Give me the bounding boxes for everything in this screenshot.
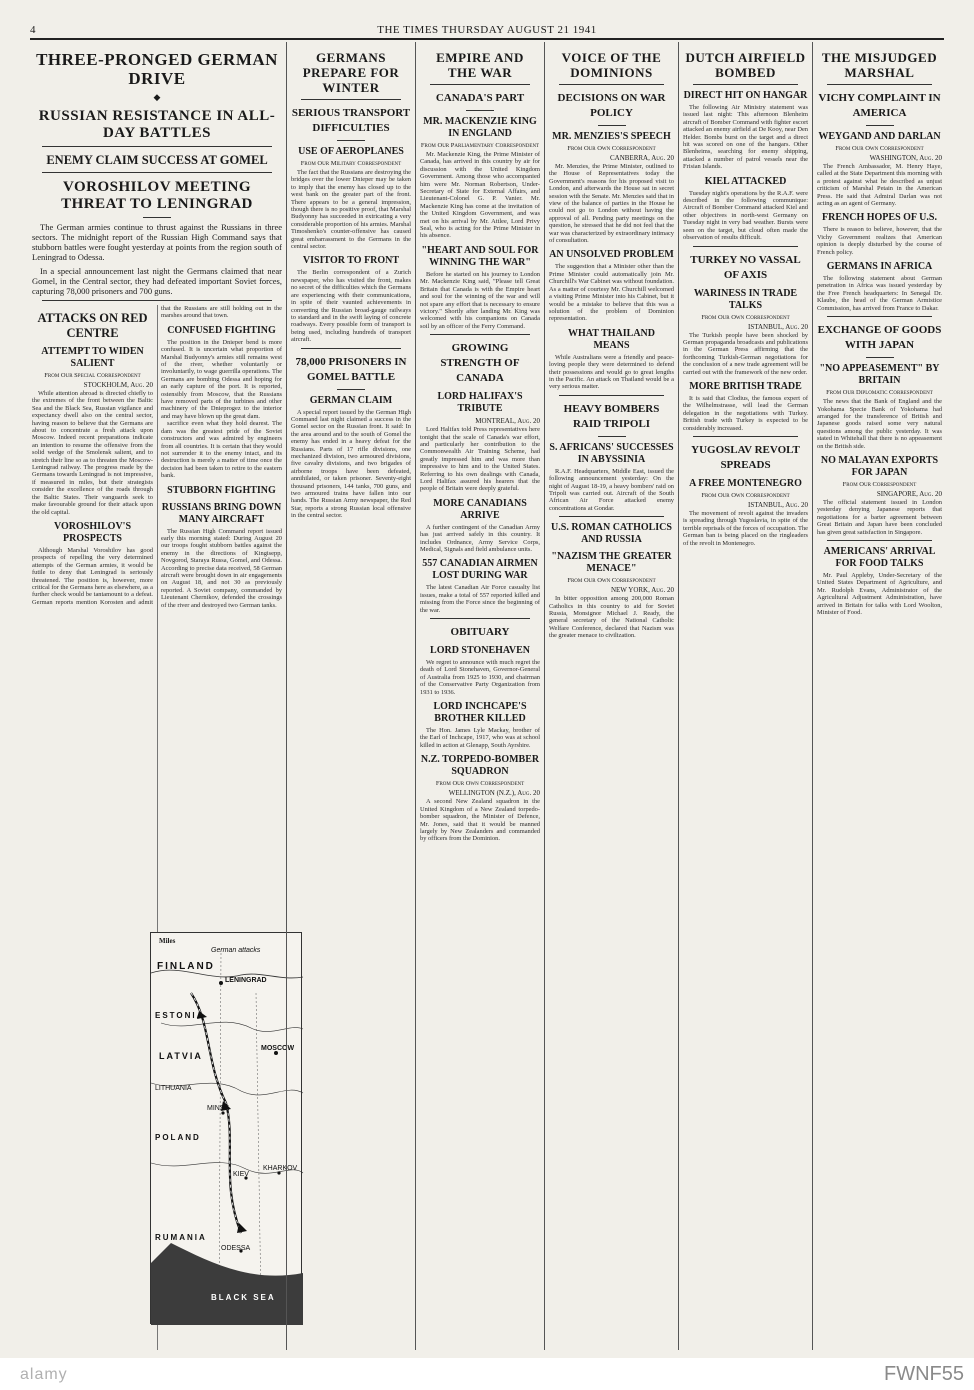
headline: VICHY COMPLAINT IN AMERICA xyxy=(818,92,941,119)
byline: From Our Own Correspondent xyxy=(701,313,790,321)
body-text: Although Marshal Voroshilov has good prospects of repelling the very determined attempts of the German armies, it would be futile to deny that Leningrad is seriously threatened. The position is, however, more critical for the Germans here as elsewhere, as a further check would be tantamount to a defeat. German reports mention Korosten and admit that the Russians are still holding out in the marshes around that town. xyxy=(32,305,282,606)
subheading: "HEART AND SOUL FOR WINNING THE WAR" xyxy=(421,244,539,268)
byline: From Our Own Correspondent xyxy=(567,145,656,152)
dateline: ISTANBUL, Aug. 20 xyxy=(748,500,808,509)
headline: HEAVY BOMBERS RAID TRIPOLI xyxy=(563,402,660,430)
divider xyxy=(143,217,171,218)
divider xyxy=(559,516,664,517)
subheading: WEYGAND AND DARLAN xyxy=(818,131,941,142)
ornament-icon: ◆ xyxy=(153,92,161,102)
body-text: Before he started on his journey to London Mr. Mackenzie King said, "Please tell Great Britain that Canada is with the Empire heart and soul for the winning of the war and will not spare any effort that is necessary to ensure victory." Shortly after landing Mr. King was welcomed with his companions on Canada soil by an officer of the Ferry Command. xyxy=(420,270,540,330)
dateline: NEW YORK, Aug. 20 xyxy=(610,586,674,595)
map-label: LITHUANIA xyxy=(155,1085,192,1092)
subheading: FRENCH HOPES OF U.S. xyxy=(822,212,937,224)
body-text: The movement of revolt against the invaders is spreading through Yugoslavia, in spite of the terrible reprisals of the forces of occupation. The German ban is being placed on the ringleaders of the revolt in Montenegro. xyxy=(683,509,808,547)
body-text: Mr. Paul Appleby, Under-Secretary of the United States Department of Agriculture, and Mr. Rudolph Evans, Administrator of the Agricultural Adjustment Administration, have arrived in Britain for talks with Lord Woolton, Minister of Food. xyxy=(817,571,942,616)
map-label: MOSCOW xyxy=(261,1045,295,1052)
divider xyxy=(301,348,401,349)
subheading: USE OF AEROPLANES xyxy=(298,146,404,157)
watermark-bar xyxy=(0,1358,974,1390)
subheading: STUBBORN FIGHTING xyxy=(167,484,276,496)
body-text: We regret to announce with much regret the death of Lord Stonehaven, Governor-General of Australia from 1925 to 1930, and chairman of the Conservative Party Organization from 1931 to 1936. xyxy=(420,659,540,696)
headline: DUTCH AIRFIELD BOMBED xyxy=(685,50,806,80)
column-germans-winter xyxy=(286,42,415,1350)
subheading: VOROSHILOV'S PROSPECTS xyxy=(53,520,132,544)
divider xyxy=(301,99,401,100)
headline: YUGOSLAV REVOLT SPREADS xyxy=(691,443,800,471)
dateline: SINGAPORE, Aug. 20 xyxy=(876,489,942,498)
body-text: The French Ambassador, M. Henry Haye, called at the State Department this morning with a protest against what he described as unjust criticism of Marshal Petain in the American Press. He said that Admiral Darlan was not acting as an agent of Germany. xyxy=(817,163,942,208)
body-text: The following statement about German penetration in Africa was issued yesterday by the Free French headquarters: In Senegal Dr. Klaube, the head of the German Armistice Commission, has arrived from France to Dakar. xyxy=(817,275,942,312)
subheading: AMERICANS' ARRIVAL FOR FOOD TALKS xyxy=(823,545,936,569)
dateline: CANBERRA, Aug. 20 xyxy=(609,154,674,162)
headline: RUSSIAN RESISTANCE IN ALL-DAY BATTLES xyxy=(38,108,276,141)
headline: 78,000 PRISONERS IN GOMEL BATTLE xyxy=(295,355,407,383)
headline: GERMANS PREPARE FOR WINTER xyxy=(302,50,400,95)
headline: THREE-PRONGED GERMAN DRIVE xyxy=(36,50,278,88)
map-legend: German attacks xyxy=(211,947,261,954)
dateline: WASHINGTON, Aug. 20 xyxy=(869,154,942,162)
subheading: CONFUSED FIGHTING xyxy=(167,324,276,336)
body-text: The suggestion that a Minister other than the Prime Minister could automatically join Mr. Churchill's War Cabinet was without foundation. As a matter of courtesy Mr. Churchill welcomed a visiting Prime Minister into his Cabinet, but it would be a mistake to believe that this was a solution of the problem of Dominion representation. xyxy=(549,263,674,323)
divider xyxy=(42,300,272,301)
divider xyxy=(559,395,664,396)
body-text: sacrifice even what they hold dearest. The dam was the greatest pride of the Soviet constructors and was admired by engineers from all countries. It is certain that they would not surrender it to the enemy intact, and its destruction is merely a matter of time once the decision had been taken to retire to the eastern bank. xyxy=(161,420,282,480)
divider xyxy=(42,172,272,173)
map-label: POLAND xyxy=(155,1133,201,1142)
subheading: U.S. ROMAN CATHOLICS AND RUSSIA xyxy=(551,522,672,546)
subheading: KIEL ATTACKED xyxy=(704,175,787,187)
body-text: A second New Zealand squadron in the United Kingdom of a New Zealand torpedo-bomber squadron, the Minister of Defence, Mr. Jones, said that it would be manned largely by New Zealanders and commanded by officers from the Dominion. xyxy=(420,798,540,843)
subheading: N.Z. TORPEDO-BOMBER SQUADRON xyxy=(420,754,540,778)
headline: VOICE OF THE DOMINIONS xyxy=(561,50,662,80)
divider xyxy=(430,618,530,619)
byline: From Our Special Correspondent xyxy=(44,372,141,379)
headline: GROWING STRENGTH OF CANADA xyxy=(440,342,520,385)
divider xyxy=(827,84,932,85)
column-misjudged-marshal xyxy=(812,42,946,1350)
divider xyxy=(559,84,664,85)
subheading: LORD INCHCAPE'S BROTHER KILLED xyxy=(433,701,527,725)
subheading: A FREE MONTENEGRO xyxy=(689,477,802,489)
map-label: BLACK SEA xyxy=(211,1293,276,1302)
lead-paragraph: In a special announcement last night the Germans claimed that near Gomel, in the Central sector, they had defeated important Soviet forces, capturing 78,000 prisoners and 700 guns. xyxy=(32,266,282,296)
subheading: "NAZISM THE GREATER MENACE" xyxy=(551,551,672,575)
lead-paragraph: The German armies continue to thrust against the Russians in three sectors. The midnight report of the Russian High Command says that stubborn battles were fought yesterday at points from the region south of Leningrad to Odessa. xyxy=(32,222,282,262)
eastern-front-map xyxy=(150,932,302,1324)
byline: From Our Own Correspondent xyxy=(701,491,790,499)
subheading: WHAT THAILAND MEANS xyxy=(568,327,655,351)
body-text: The latest Canadian Air Force casualty list issues, make a total of 557 reported killed and missing from the Force since the beginning of the war. xyxy=(420,584,540,614)
headline: DECISIONS ON WAR POLICY xyxy=(557,92,666,119)
subheading: S. AFRICANS' SUCCESSES IN ABYSSINIA xyxy=(549,441,674,465)
headline: OBITUARY xyxy=(450,626,510,639)
subheading: DIRECT HIT ON HANGAR xyxy=(683,90,808,101)
body-text: The news that the Bank of England and the Yokohama Specie Bank of Yokohama had arranged for the transference of British and Japanese goods raised some very natural questions among the public yesterday. It was stated in Whitehall that there is no appeasement on the British side. xyxy=(817,398,942,450)
divider xyxy=(337,140,365,141)
subheading: "NO APPEASEMENT" BY BRITAIN xyxy=(819,363,940,387)
body-text: There is reason to believe, however, that the Vichy Government realizes that American opinion is deeply disturbed by the course of French policy. xyxy=(817,226,942,256)
body-text: A special report issued by the German High Command last night claimed a success in the Gomel sector on the Russian front. It said: In the area around and to the south of Gomel the enemy has ended in a heavy defeat for the Russians. Parts of 17 rifle divisions, one mechanized division, two armoured divisions, five cavalry divisions, and two brigades of airborne troops have been defeated, annihilated, or taken prisoner. Seventy-eight thousand prisoners, 144 tanks, 700 guns, and two armoured trains have fallen into our hands. The Russian Army newspaper, the Red Star, reports a strong Russian local offensive in the central sector. xyxy=(291,408,411,520)
map-scale-label: Miles xyxy=(159,937,176,945)
column-dutch-airfield xyxy=(678,42,812,1350)
body-text: The position in the Dnieper bend is more confused. It is uncertain what proportion of Marshal Budyonny's armies still remains west of the river, whether voluntarily or involuntarily, to wage guerrilla operations. The Germans are bombing Odessa and hoping for an early capture of the port. It is reported, ostensibly from Moscow, that the Russians have removed parts of the turbines and other machinery of the Dnieprogez to the interior and may have blown up the great dam. xyxy=(161,338,282,420)
watermark-logo: alamy xyxy=(20,1366,68,1383)
byline: From Our Correspondent xyxy=(842,480,917,488)
body-text: The fact that the Russians are destroying the bridges over the lower Dnieper may be taken to imply that the enemy has closed up to the west bank on the greater part of the front. There appears to be a general impression, though there is no positive proof, that Marshal Budyonny has succeeded in extricating a very considerable proportion of his armies. Marshal Timoshenko's counter-offensive has caused great embarrassment to the Germans in the central sector. xyxy=(291,169,411,251)
column-dominions xyxy=(544,42,678,1350)
body-text: Mr. Mackenzie King, the Prime Minister of Canada, has arrived in this country by air for discussion with the United Kingdom Government. Among those who accompanied him were Mr. Norman Robertson, Under-Secretary of State for External Affairs, and Lieutenant-Colonel G. P. Vanier. Mr. Mackenzie King has come at the invitation of the United Kingdom Government, and was met on his arrival by Mr. Attlee, Lord Privy Seal, who is acting for the Prime Minister in his absence. xyxy=(420,151,540,240)
headline: ENEMY CLAIM SUCCESS AT GOMEL xyxy=(46,153,268,167)
subheading: WARINESS IN TRADE TALKS xyxy=(693,287,798,311)
masthead: THE TIMES THURSDAY AUGUST 21 1941 xyxy=(377,24,597,36)
divider xyxy=(693,84,798,85)
subheading: VISITOR TO FRONT xyxy=(302,255,400,267)
divider xyxy=(693,436,798,437)
byline: From Our Parliamentary Correspondent xyxy=(420,142,540,149)
headline: TURKEY NO VASSAL OF AXIS xyxy=(690,253,801,281)
dateline: STOCKHOLM, Aug. 20 xyxy=(83,381,153,389)
body-text: The Hon. James Lyle Mackay, brother of the Earl of Inchcape, 1917, who was at school killed in action at Glenapp, South Ayrshire. xyxy=(420,727,540,749)
headline: SERIOUS TRANSPORT DIFFICULTIES xyxy=(291,107,411,134)
byline: From Our Own Correspondent xyxy=(435,780,525,788)
subheading: NO MALAYAN EXPORTS FOR JAPAN xyxy=(820,454,939,478)
body-text: The official statement issued in London yesterday denying Japanese reports that negotiations for a barter agreement between Great Britain and Japan have been concluded has given great satisfaction in Singapore. xyxy=(817,498,942,536)
divider xyxy=(598,436,626,437)
column-empire-war xyxy=(415,42,544,1350)
subheading: LORD STONEHAVEN xyxy=(430,645,530,657)
body-text: Mr. Menzies, the Prime Minister, outlined to the House of Representatives today the Government's reasons for his proposed visit to London, and afterwards the House sat in secret session with the Senate. Mr. Menzies said that in view of the balance of parties in the House he could not go to London without having the approval of all. Pending party meetings on the question, he stressed that he did not feel that the war was characterized by extraordinary intimacy of consultation. xyxy=(549,163,674,245)
subheading: RUSSIANS BRING DOWN MANY AIRCRAFT xyxy=(161,501,282,525)
subheading: MORE CANADIANS ARRIVE xyxy=(433,497,527,521)
dateline: MONTREAL, Aug. 20 xyxy=(475,417,540,426)
subheading: MR. MACKENZIE KING IN ENGLAND xyxy=(423,116,537,139)
subheading: AN UNSOLVED PROBLEM xyxy=(549,249,674,261)
divider xyxy=(827,316,932,317)
subheading: MR. MENZIES'S SPEECH xyxy=(552,131,671,142)
divider xyxy=(337,389,365,390)
column-russian-front xyxy=(28,42,298,1350)
page-number: 4 xyxy=(30,24,36,36)
body-text: While Australians were a friendly and peace-loving people they were determined to defend their possessions and would go to great lengths in the Pacific. An attack on Thailand would be a very serious matter. xyxy=(549,353,674,391)
byline: From Our Military Correspondent xyxy=(300,160,402,167)
divider xyxy=(693,246,798,247)
subheading: ATTEMPT TO WIDEN SALIENT xyxy=(41,346,144,369)
divider xyxy=(866,357,894,358)
headline: THE MISJUDGED MARSHAL xyxy=(821,50,938,80)
map-label: ESTONIA xyxy=(155,1011,205,1020)
map-label: RUMANIA xyxy=(155,1233,207,1242)
subheading: MORE BRITISH TRADE xyxy=(689,380,802,392)
running-head xyxy=(30,22,944,40)
map-label: KHARKOV xyxy=(263,1165,298,1172)
headline: EXCHANGE OF GOODS WITH JAPAN xyxy=(817,324,942,352)
map-label: KIEV xyxy=(233,1171,249,1178)
map-label: FINLAND xyxy=(157,961,215,972)
dateline: WELLINGTON (N.Z.), Aug. 20 xyxy=(448,789,540,798)
body-text: It is said that Clodius, the famous expert of the Wilhelmstrasse, will lead the German delegation in the negotiations with Turkey. British trade with Turkey is expected to be considerably increased. xyxy=(683,394,808,432)
divider xyxy=(827,540,932,541)
body-text: The Russian High Command report issued early this morning stated: During August 20 our troops fought stubborn battles against the enemy in the directions of Kingisepp, Novgorod, Staraya Russa, Gomel, and Odessa. According to precise data received, 58 German aircraft were brought down in air engagements on August 18, and not 30 as previously reported. A Soviet company, commanded by Lieutenant Chernikov, defended the crossings of the river and destroyed two German tanks. xyxy=(161,527,282,609)
map-graphic xyxy=(151,933,303,1325)
map-label: ODESSA xyxy=(221,1245,251,1252)
body-text: Lord Halifax told Press representatives here tonight that the scale of Canada's war effort, and particularly her contribution to the Commonwealth Air Training Scheme, had greatly impressed him and was more than impressive to him and to the United States. Referring to his own dealings with Canada, Lord Halifax assured his hearers that the people of Britain were deeply grateful. xyxy=(420,426,540,493)
map-label: MINSK xyxy=(207,1105,230,1112)
dateline: ISTANBUL, Aug. 20 xyxy=(748,322,808,331)
divider xyxy=(598,125,626,126)
headline: CANADA'S PART xyxy=(435,92,525,104)
body-text: R.A.F. Headquarters, Middle East, issued the following announcement yesterday: On the night of August 18-19, a heavy bombers' raid on Tripoli was carried out. Aircraft of the South African Air Force attacked enemy concentrations at Gondar. xyxy=(549,467,674,512)
divider xyxy=(42,146,272,147)
headline: EMPIRE AND THE WAR xyxy=(436,50,524,80)
byline: From Our Diplomatic Correspondent xyxy=(826,389,933,397)
body-text: The Berlin correspondent of a Zurich newspaper, who has visited the front, makes no secret of the difficulties which the Germans are experiencing with their communications, in spite of their vaunted achievements in converting the Russian broad-gauge railways to standard and in the swift laying of concrete roadways. Every possible form of transport is being used, including hundreds of transport aircraft. xyxy=(291,269,411,344)
body-text: A further contingent of the Canadian Army has just arrived safely in this country. It includes Ordnance, Army Service Corps, Medical, Signals and field ambulance units. xyxy=(420,523,540,553)
divider xyxy=(466,110,494,111)
divider xyxy=(866,125,894,126)
map-label: LATVIA xyxy=(159,1051,203,1061)
body-text: While attention abroad is directed chiefly to the extremes of the front between the Baltic Sea and the Black Sea, Russian vigilance and expectancy dwell also on the central sector, having reason to believe that the Germans are about to concentrate a fresh attack upon Moscow. Indeed recent preparations indicate an intention to resume the offensive from the solid wedge of the Smolensk salient, and to stretch their line so as to threaten the Moscow-Leningrad railway. The progress made by the Germans towards Leningrad is not impressive, if measured in miles, but their strategists consider the excellence of the roads through the Baltic States. Their vanguards seek to make favourable ground for their attack upon the old capital. xyxy=(32,390,153,516)
subheading: GERMANS IN AFRICA xyxy=(826,261,933,273)
body-text: The following Air Ministry statement was issued last night: This afternoon Blenheim aircraft of Bomber Command with fighter escort attacked an enemy airfield at De Kooy, near Den Helder. Bombs burst on the target and a direct hit was scored on one of the hangars. Other Blenheims, searching for enemy shipping, attacked a number of patrol vessels near the Frisian Islands. xyxy=(683,104,808,171)
divider xyxy=(430,334,530,335)
byline: From Our Own Correspondent xyxy=(835,145,924,152)
byline: From Our Own Correspondent xyxy=(567,577,656,585)
map-label: LENINGRAD xyxy=(225,977,267,984)
image-id-label: FWNF55 xyxy=(884,1363,964,1385)
subheading: LORD HALIFAX'S TRIBUTE xyxy=(437,391,523,415)
body-text: In bitter opposition among 200,000 Roman Catholics in this country to aid for Soviet Russia, Monsignor Michael J. Ready, the general secretary of the National Catholic Welfare Conference, declared that Nazism was the greater menace to civilization. xyxy=(549,595,674,640)
headline: ATTACKS ON RED CENTRE xyxy=(37,311,148,340)
body-text: Tuesday night's operations by the R.A.F. were described in the following communique: Aircraft of Bomber Command attacked Kiel and other objectives in north-west Germany on Tuesday night in very bad weather. Bursts were seen on the target, but cloud often made the observation of results difficult. xyxy=(683,189,808,242)
divider xyxy=(430,84,530,85)
subheading: GERMAN CLAIM xyxy=(309,394,393,406)
subheading: 557 CANADIAN AIRMEN LOST DURING WAR xyxy=(422,558,538,582)
body-text: The Turkish people have been shocked by German propaganda broadcasts and publications in the German Press affirming that the forthcoming Turkish-German negotiations for the conclusion of a new trade agreement will be carried out with the framework of the new order. xyxy=(683,331,808,376)
headline: VOROSHILOV MEETING THREAT TO LENINGRAD xyxy=(61,179,253,212)
